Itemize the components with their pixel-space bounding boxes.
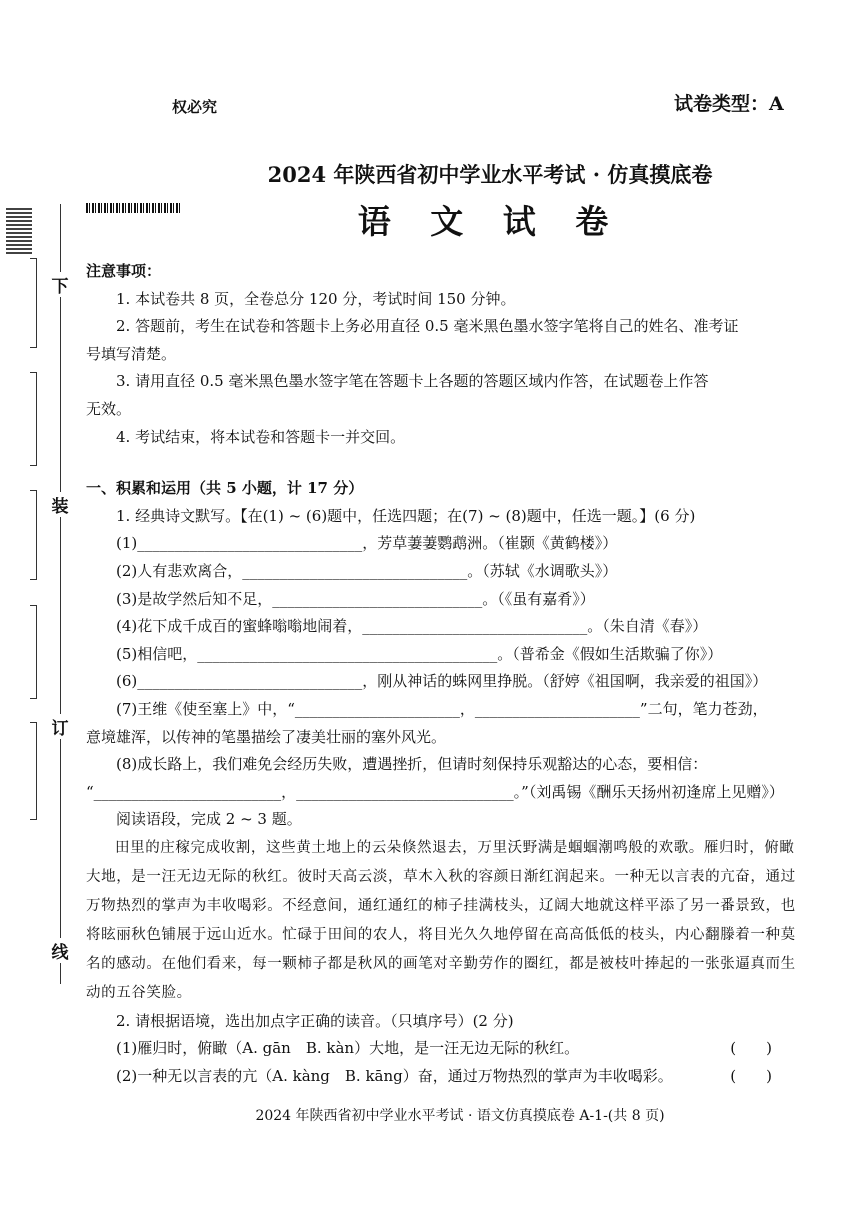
notice-item: 2. 答题前，考生在试卷和答题卡上务必用直径 0.5 毫米黑色墨水签字笔将自己的姓名、准考证 bbox=[116, 317, 739, 336]
page-footer: 2024 年陕西省初中学业水平考试 · 语文仿真摸底卷 A-1-(共 8 页) bbox=[255, 1108, 665, 1124]
q1-line: (6)______________________________，刚从神话的蛛网里挣脱。（舒婷《祖国啊，我亲爱的祖国》） bbox=[116, 672, 768, 691]
answer-bracket: ( ) bbox=[730, 1039, 772, 1058]
reading-prompt: 阅读语段，完成 2 ~ 3 题。 bbox=[116, 810, 302, 829]
q1-line: (4)花下成千成百的蜜蜂嗡嗡地闹着，______________________________。（朱自清《春》） bbox=[116, 617, 708, 636]
notice-item: 无效。 bbox=[86, 399, 132, 418]
binding-bracket bbox=[30, 722, 37, 820]
binding-char-xian: 线 bbox=[48, 938, 72, 963]
barcode-image bbox=[86, 203, 180, 213]
exam-content bbox=[86, 258, 806, 1091]
paper-type-label: 试卷类型：A bbox=[674, 93, 784, 115]
q1-line: (5)相信吧，________________________________________。（普希金《假如生活欺骗了你》） bbox=[116, 644, 723, 663]
q2-item: (2)一种无以言表的亢（A. kàng B. kāng）奋，通过万物热烈的掌声为丰收喝彩。 bbox=[116, 1067, 673, 1086]
q1-line: 意境雄浑，以传神的笔墨描绘了凄美壮丽的塞外风光。 bbox=[86, 727, 447, 746]
q1-line: (8)成长路上，我们难免会经历失败，遭遇挫折，但请时刻保持乐观豁达的心态，要相信： bbox=[116, 755, 708, 774]
answer-bracket: ( ) bbox=[730, 1067, 772, 1086]
q1-line: (1)______________________________，芳草萋萋鹦鹉洲。（崔颢《黄鹤楼》） bbox=[116, 534, 618, 553]
notice-item: 1. 本试卷共 8 页，全卷总分 120 分，考试时间 150 分钟。 bbox=[116, 289, 516, 308]
notice-item: 号填写清楚。 bbox=[86, 344, 177, 363]
question-2-intro: 2. 请根据语境，选出加点字正确的读音。（只填序号）(2 分) bbox=[116, 1011, 514, 1030]
notice-item: 3. 请用直径 0.5 毫米黑色墨水签字笔在答题卡上各题的答题区域内作答，在试题卷上作答 bbox=[116, 372, 709, 391]
question-1-intro: 1. 经典诗文默写。【在(1) ~ (6)题中，任选四题；在(7) ~ (8)题中，任选一题。】(6 分) bbox=[116, 506, 696, 525]
notice-item: 4. 考试结束，将本试卷和答题卡一并交回。 bbox=[116, 427, 406, 446]
binding-bracket bbox=[30, 490, 37, 580]
q1-line: (7)王维《使至塞上》中，“______________________，______________________”二句，笔力苍劲， bbox=[116, 699, 768, 718]
binding-line bbox=[60, 204, 61, 984]
subject-title: 语 文 试 卷 bbox=[357, 202, 623, 241]
copyright-text: 权必究 bbox=[172, 98, 218, 116]
q1-line: (2)人有悲欢离合，______________________________。（苏轼《水调歌头》） bbox=[116, 561, 618, 580]
qr-code-image bbox=[6, 206, 32, 254]
q2-item: (1)雁归时，俯瞰（A. gān B. kàn）大地，是一汪无边无际的秋红。 bbox=[116, 1039, 580, 1058]
binding-bracket bbox=[30, 605, 37, 699]
reading-passage: 田里的庄稼完成收割，这些黄土地上的云朵倏然退去，万里沃野满是蝈蝈潮鸣般的欢歌。雁归时，俯瞰大地，是一汪无边无际的秋红。彼时天高云淡，草木入秋的容颜日渐红润起来。一种无以言表的亢奋，通过万物热烈的掌声为丰收喝彩。不经意间，通红通红的柿子挂满枝头，辽阔大地就这样平添了另一番景致，也将眩丽秋色铺展于远山近水。忙碌于田间的农人，将目光久久地停留在高高低低的枝头，内心翻滕着一种莫名的感动。在他们看来，每一颗柿子都是秋风的画笔对辛勤劳作的圈红，都是被枝叶捧起的一张张逼真而生动的五谷笑脸。 bbox=[86, 839, 796, 1001]
binding-bracket bbox=[30, 372, 37, 466]
binding-char-ding: 订 bbox=[48, 714, 72, 739]
section-heading: 一、积累和运用（共 5 小题，计 17 分） bbox=[86, 479, 364, 498]
q1-line: (3)是故学然后知不足，____________________________。（《虽有嘉肴》） bbox=[116, 589, 595, 608]
q1-line: “_________________________，_____________________________。”（刘禹锡《酬乐天扬州初逢席上见赠》） bbox=[86, 782, 784, 801]
notice-heading: 注意事项： bbox=[86, 262, 162, 280]
exam-title: 2024 年陕西省初中学业水平考试 · 仿真摸底卷 bbox=[267, 162, 713, 187]
binding-char-xia: 下 bbox=[48, 272, 72, 297]
binding-char-zhuang: 装 bbox=[48, 492, 72, 517]
binding-bracket bbox=[30, 258, 37, 348]
